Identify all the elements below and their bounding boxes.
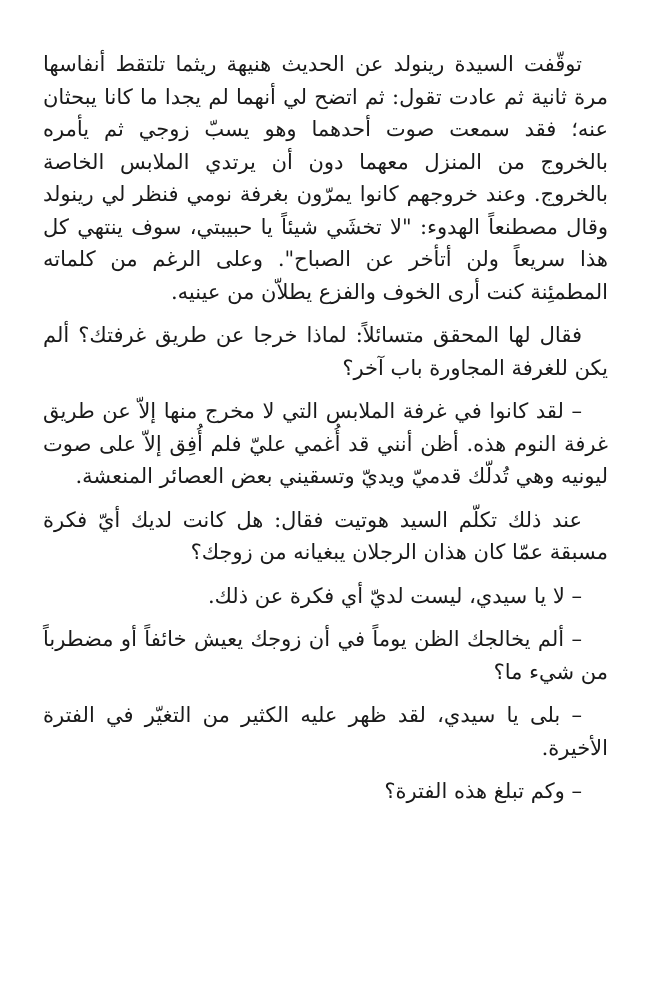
paragraph: فقال لها المحقق متسائلاً: لماذا خرجا عن طريق غرفتك؟ ألم يكن للغرفة المجاورة باب آخر؟ (43, 323, 608, 380)
paragraph: – لا يا سيدي، ليست لديّ أي فكرة عن ذلك. (207, 583, 582, 608)
paragraph: عند ذلك تكلّم السيد هوتيت فقال: هل كانت لديك أيّ فكرة مسبقة عمّا كان هذان الرجلان يبغيانه من زوجك؟ (43, 507, 608, 564)
book-page (43, 48, 608, 819)
paragraph: – لقد كانوا في غرفة الملابس التي لا مخرج منها إلاّ عن طريق غرفة النوم هذه. أظن أنني قد أُغمي عليّ فلم أُفِق إلاّ على صوت ليونيه وهي تُدلّك قدميّ ويديّ وتسقيني بعض العصائر المنعشة. (43, 399, 608, 488)
paragraph: – ألم يخالجك الظن يوماً في أن زوجك يعيش خائفاً أو مضطرباً من شيء ما؟ (43, 627, 608, 684)
paragraph: – بلى يا سيدي، لقد ظهر عليه الكثير من التغيّر في الفترة الأخيرة. (43, 703, 608, 760)
paragraph: – وكم تبلغ هذه الفترة؟ (384, 779, 582, 803)
paragraph: توقّفت السيدة رينولد عن الحديث هنيهة ريثما تلتقط أنفاسها مرة ثانية ثم عادت تقول: ثم اتضح لي أنهما لم يجدا ما كانا يبحثان عنه؛ فقد سمعت صوت أحدهما وهو يسبّ زوجي ثم يأمره بالخروج من المنزل معهما دون أن يرتدي الملابس الخاصة بالخروج. وعند خروجهم كانوا يمرّون بغرفة نومي فنظر لي رينولد وقال مصطنعاً الهدوء: "لا تخشَي شيئاً يا حبيبتي، سوف ينتهي كل هذا سريعاً ولن أتأخر عن الصباح". وعلى الرغم من كلماته المطمئِنة كنت أرى الخوف والفزع يطلاّن من عينيه. (43, 52, 608, 304)
